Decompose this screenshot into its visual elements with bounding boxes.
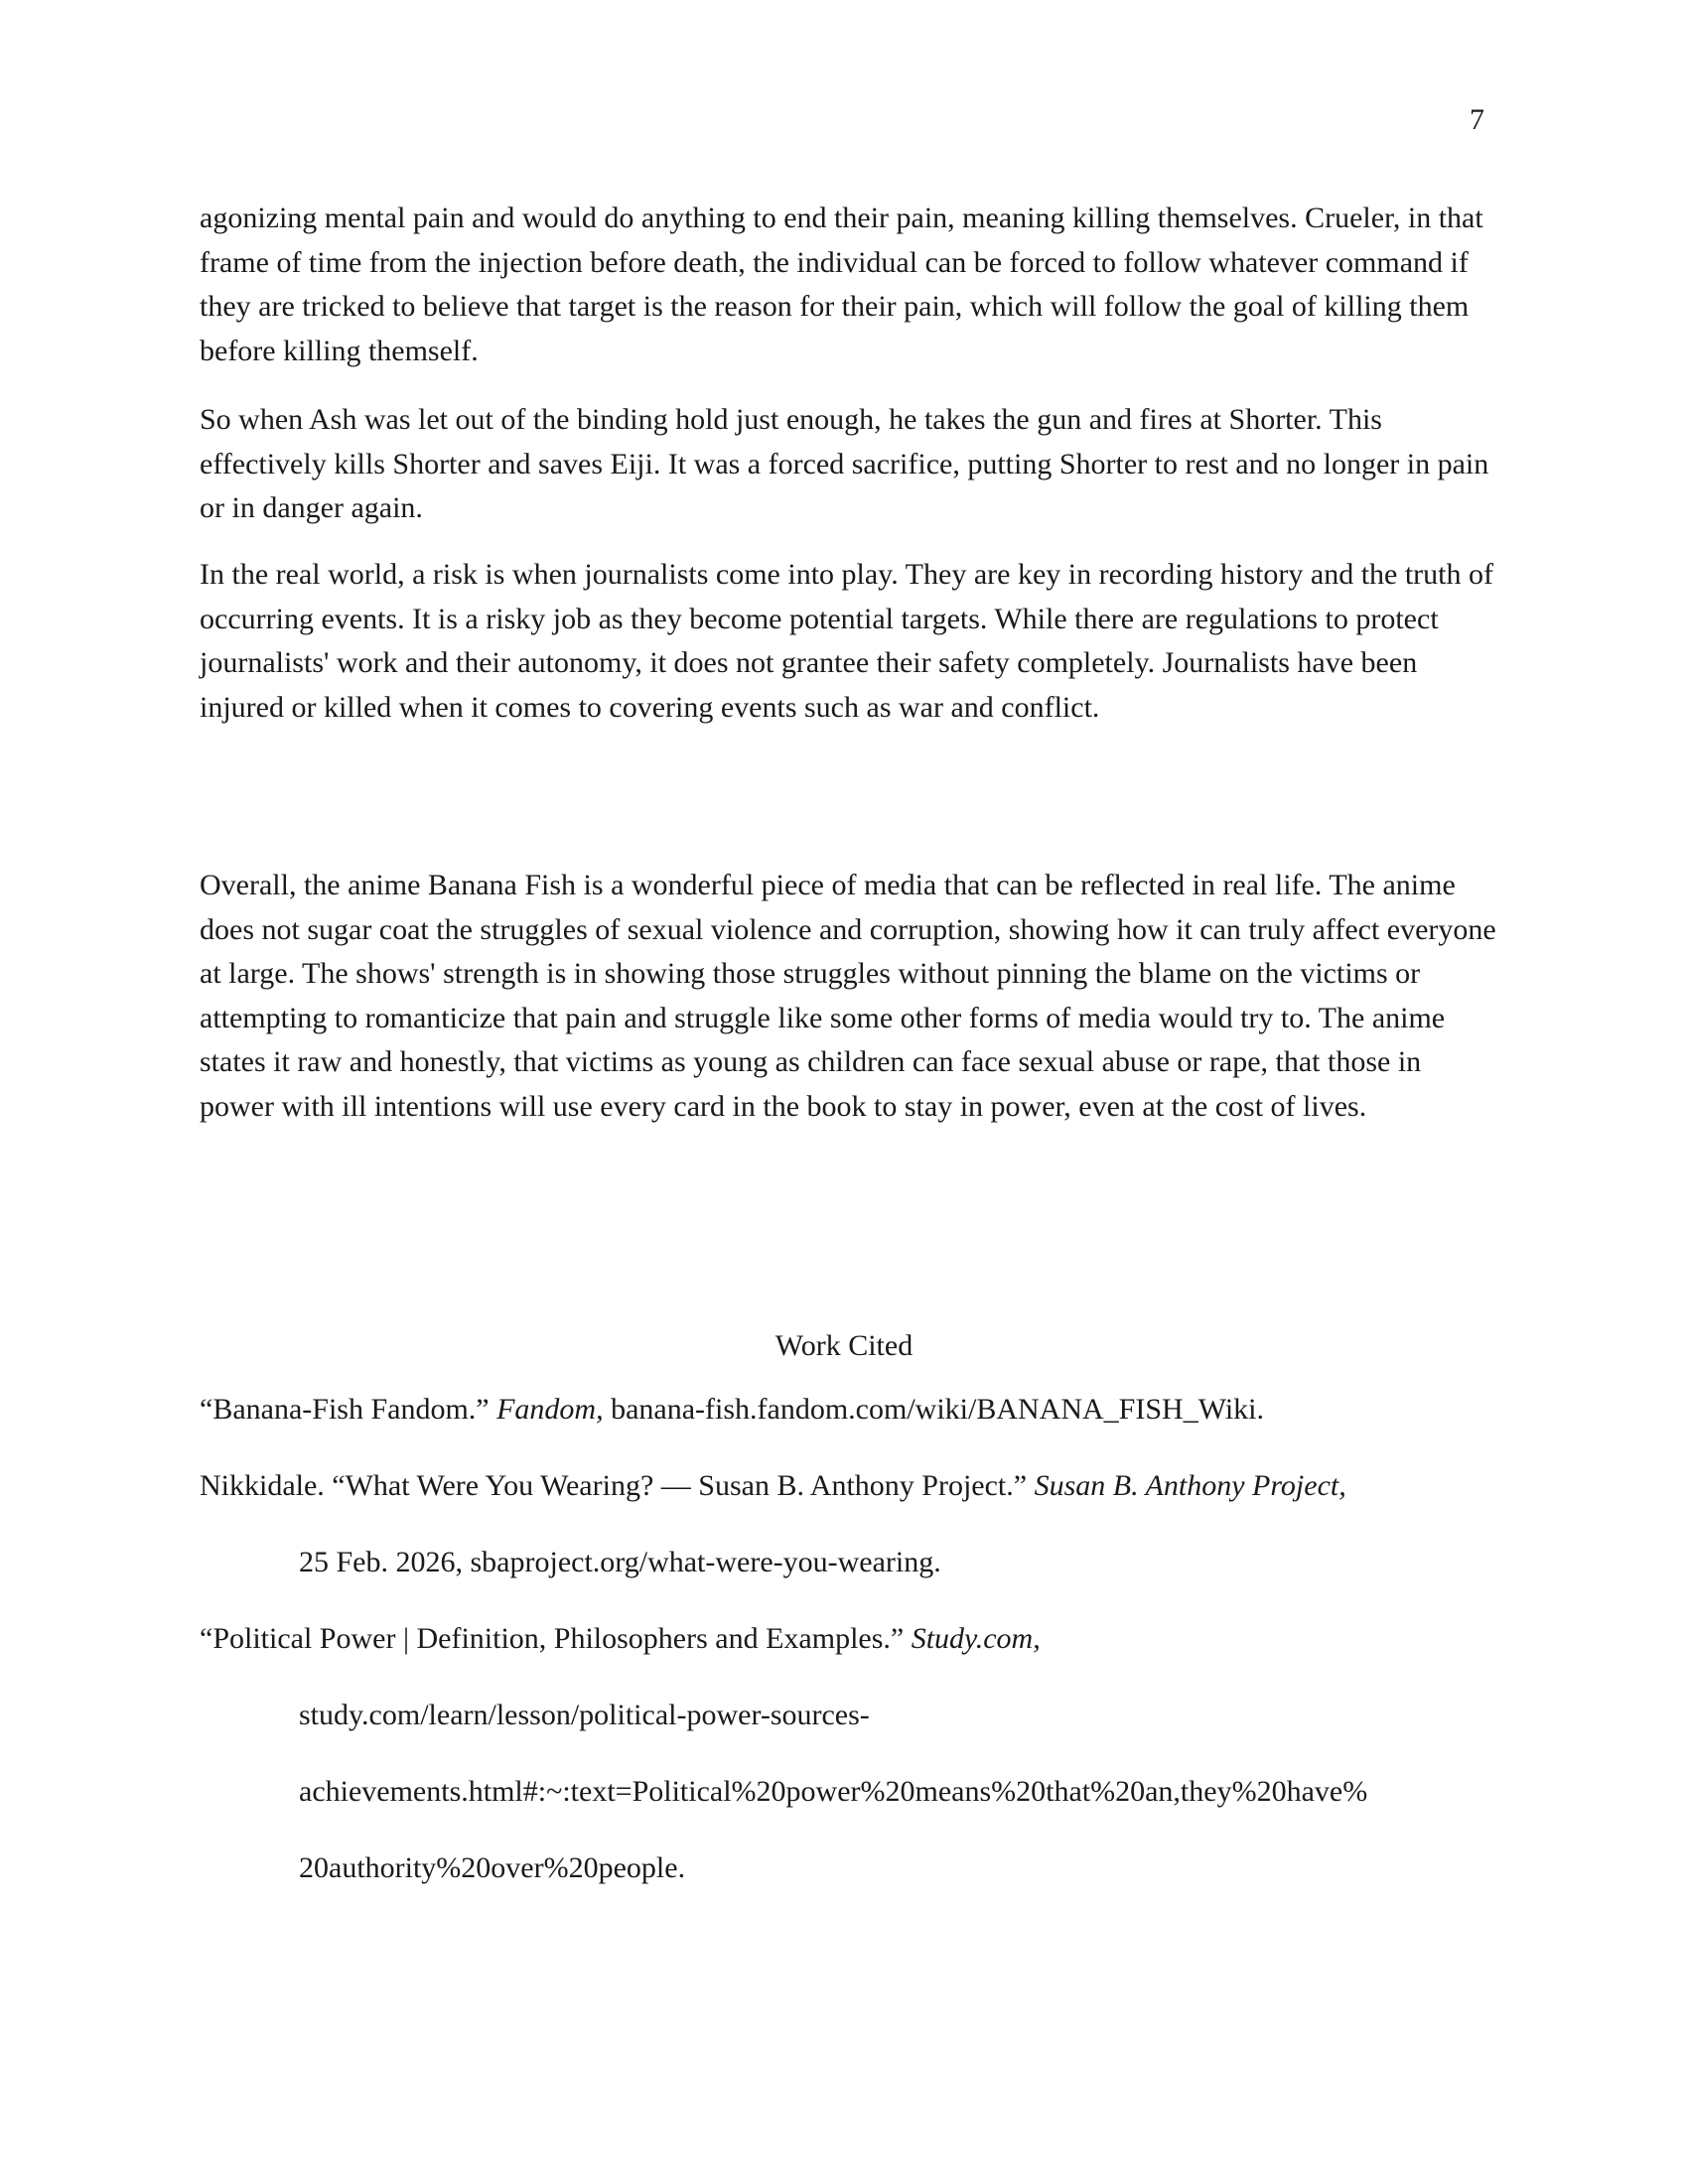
citation-continuation: 25 Feb. 2026, sbaproject.org/what-were-you-wearing.	[299, 1546, 941, 1578]
citation-continuation: achievements.html#:~:text=Political%20power%20means%20that%20an,they%20have%	[299, 1775, 1368, 1808]
citation-container: Study.com,	[911, 1622, 1041, 1655]
citation-line	[200, 1390, 1500, 1466]
citation-entry	[200, 1390, 1500, 1466]
citation-title: “Banana-Fish Fandom.”	[200, 1393, 490, 1426]
citation-container: Susan B. Anthony Project,	[1034, 1469, 1346, 1502]
citation-entry	[200, 1619, 1500, 1925]
page-number: 7	[1470, 103, 1484, 136]
body-paragraph: agonizing mental pain and would do anything to end their pain, meaning killing themselves. Crueler, in that frame of time from the injection before death, the individual can be forced to follow whatever command if they are tricked to believe that target is the reason for their pain, which will follow the goal of killing them before killing themself.	[200, 202, 1483, 367]
citation-entry	[200, 1466, 1500, 1619]
citation-continuation: study.com/learn/lesson/political-power-sources-	[299, 1699, 870, 1731]
citation-lead: “Political Power | Definition, Philosophers and Examples.”	[200, 1622, 905, 1655]
citation-container: Fandom,	[496, 1393, 604, 1426]
works-cited-heading: Work Cited	[774, 1329, 914, 1362]
citation-line	[200, 1619, 1500, 1696]
body-paragraph: Overall, the anime Banana Fish is a wonderful piece of media that can be reflected in real life. The anime does not sugar coat the struggles of sexual violence and corruption, showing how it can truly affect everyone at large. The shows' strength is in showing those struggles without pinning the blame on the victims or attempting to romanticize that pain and struggle like some other forms of media would try to. The anime states it raw and honestly, that victims as young as children can face sexual abuse or rape, that those in power with ill intentions will use every card in the book to stay in power, even at the cost of lives.	[200, 869, 1496, 1123]
citation-continuation: 20authority%20over%20people.	[299, 1851, 686, 1884]
body-paragraph: So when Ash was let out of the binding hold just enough, he takes the gun and fires at Shorter. This effectively kills Shorter and saves Eiji. It was a forced sacrifice, putting Shorter to rest and no longer in pain or in danger again.	[200, 403, 1489, 525]
citation-url: banana-fish.fandom.com/wiki/BANANA_FISH_Wiki.	[611, 1393, 1264, 1426]
body-paragraph: In the real world, a risk is when journalists come into play. They are key in recording history and the truth of occurring events. It is a risky job as they become potential targets. While there are regulations to protect journalists' work and their autonomy, it does not grantee their safety completely. Journalists have been injured or killed when it comes to covering events such as war and conflict.	[200, 558, 1493, 724]
citation-line	[200, 1466, 1500, 1543]
citation-lead: Nikkidale. “What Were You Wearing? — Susan B. Anthony Project.”	[200, 1469, 1028, 1502]
